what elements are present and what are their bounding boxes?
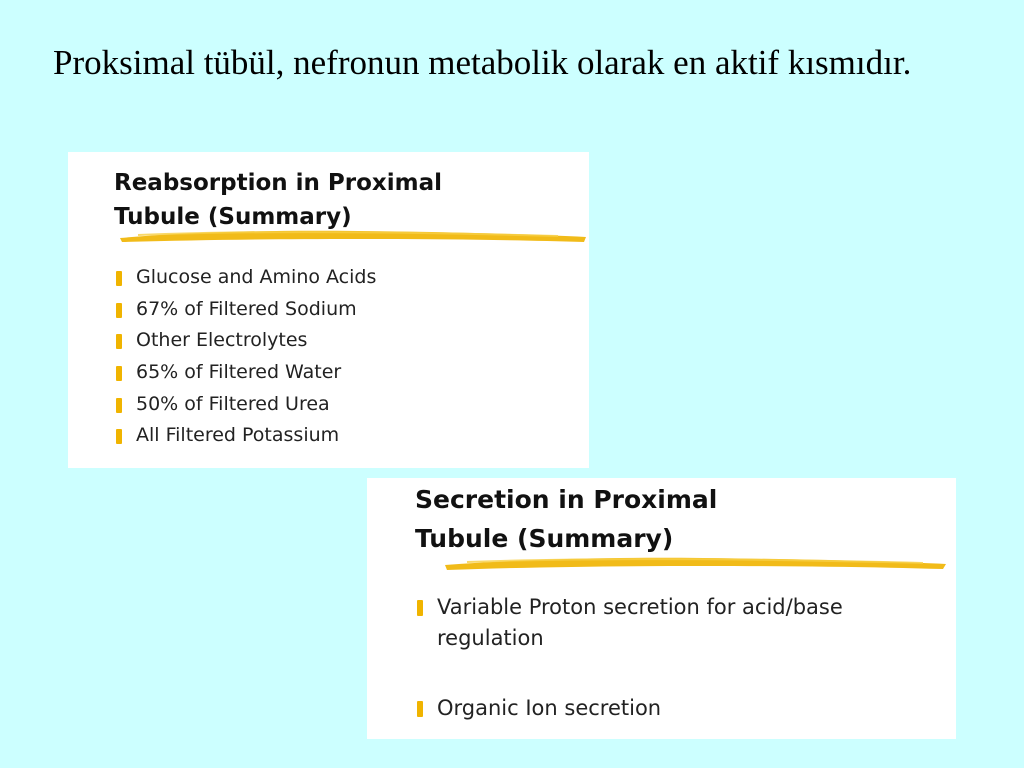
reabsorption-heading-line-1: Reabsorption in Proximal [114,170,443,196]
secretion-list [415,592,935,724]
highlighter-underline-icon [118,226,588,246]
secretion-heading [415,480,935,558]
list-item-text: Glucose and Amino Acids [136,266,377,288]
list-item-text: All Filtered Potassium [136,424,340,447]
bullet-bar-icon [417,600,423,616]
list-item [114,262,574,294]
highlighter-underline-icon [443,552,948,574]
list-item-text: 65% of Filtered Water [136,361,342,384]
bullet-bar-icon [116,303,122,318]
list-item-text: Organic Ion secretion [437,696,662,720]
bullet-bar-icon [417,701,423,717]
secretion-panel [367,478,956,739]
list-item [415,693,935,724]
list-item-text: 67% of Filtered Sodium [136,297,357,320]
list-item [114,325,574,357]
bullet-bar-icon [116,334,122,349]
list-item [114,389,574,421]
secretion-heading-line-1: Secretion in Proximal [415,485,718,514]
list-item [415,592,935,654]
slide-title: Proksimal tübül, nefronun metabolik olarak en aktif kısmıdır. [53,43,912,82]
reabsorption-heading-line-2: Tubule (Summary) [114,204,352,230]
list-item-text: Other Electrolytes [136,329,308,352]
reabsorption-heading [114,166,564,234]
reabsorption-panel [68,152,589,468]
list-item [114,294,574,326]
list-item [114,357,574,389]
list-item-text: Variable Proton secretion for acid/base regulation [437,595,843,650]
list-item-text: 50% of Filtered Urea [136,392,330,415]
bullet-bar-icon [116,429,122,444]
bullet-bar-icon [116,398,122,413]
reabsorption-list [114,262,574,452]
secretion-heading-line-2: Tubule (Summary) [415,524,674,553]
bullet-bar-icon [116,271,122,286]
bullet-bar-icon [116,366,122,381]
list-item [114,420,574,452]
